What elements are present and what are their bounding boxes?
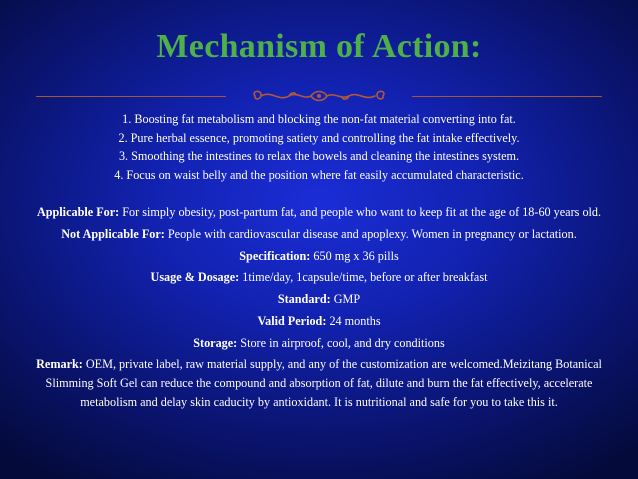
- standard-label: Standard:: [277, 292, 331, 307]
- valid-period-text: 24 months: [329, 313, 381, 328]
- standard: [30, 290, 608, 309]
- divider-line-right: [412, 96, 602, 97]
- valid-period-label: Valid Period:: [257, 313, 327, 328]
- flourish-ornament-icon: [249, 88, 389, 104]
- applicable-for: [30, 203, 608, 222]
- not-applicable-for-label: Not Applicable For:: [61, 226, 165, 241]
- not-applicable-for-text: People with cardiovascular disease and apoplexy. Women in pregnancy or lactation.: [167, 226, 577, 241]
- storage: [30, 334, 608, 353]
- applicable-for-label: Applicable For:: [36, 205, 120, 219]
- usage-dosage-text: 1time/day, 1capsule/time, before or after breakfast: [242, 270, 488, 285]
- remark-label: Remark:: [36, 357, 83, 372]
- standard-text: GMP: [333, 292, 361, 307]
- specification-text: 650 mg x 36 pills: [313, 248, 399, 263]
- specification-label: Specification:: [239, 248, 311, 263]
- remark-text: OEM, private label, raw material supply, and any of the customization are welcomed.Meizitang Botanical Slimming Soft Gel can reduce the compound and absorption of fat, dilute and burn the fat effectively, accelerate metabolism and delay skin caducity by antioxidant. It is nutritional and safe for you to take this it.: [45, 357, 602, 409]
- ornamental-divider: [36, 88, 602, 104]
- valid-period: [30, 312, 608, 331]
- product-details: [30, 203, 608, 414]
- mechanism-points-list: [0, 110, 638, 184]
- specification: [30, 247, 608, 266]
- mechanism-point: 4. Focus on waist belly and the position where fat easily accumulated characteristic.: [114, 167, 524, 182]
- storage-text: Store in airproof, cool, and dry conditions: [240, 335, 445, 350]
- usage-dosage: [30, 268, 608, 287]
- mechanism-point: 2. Pure herbal essence, promoting satiety and controlling the fat intake effectively.: [118, 130, 520, 145]
- mechanism-point: 3. Smoothing the intestines to relax the bowels and cleaning the intestines system.: [118, 149, 520, 163]
- storage-label: Storage:: [193, 335, 238, 350]
- divider-line-left: [36, 96, 226, 97]
- not-applicable-for: [30, 225, 608, 244]
- slide-title: Mechanism of Action:: [156, 28, 482, 65]
- usage-dosage-label: Usage & Dosage:: [150, 270, 240, 285]
- remark: [30, 355, 608, 411]
- applicable-for-text: For simply obesity, post-partum fat, and people who want to keep fit at the age of 18-60 years old.: [122, 205, 602, 219]
- mechanism-point: 1. Boosting fat metabolism and blocking the non-fat material converting into fat.: [122, 112, 516, 126]
